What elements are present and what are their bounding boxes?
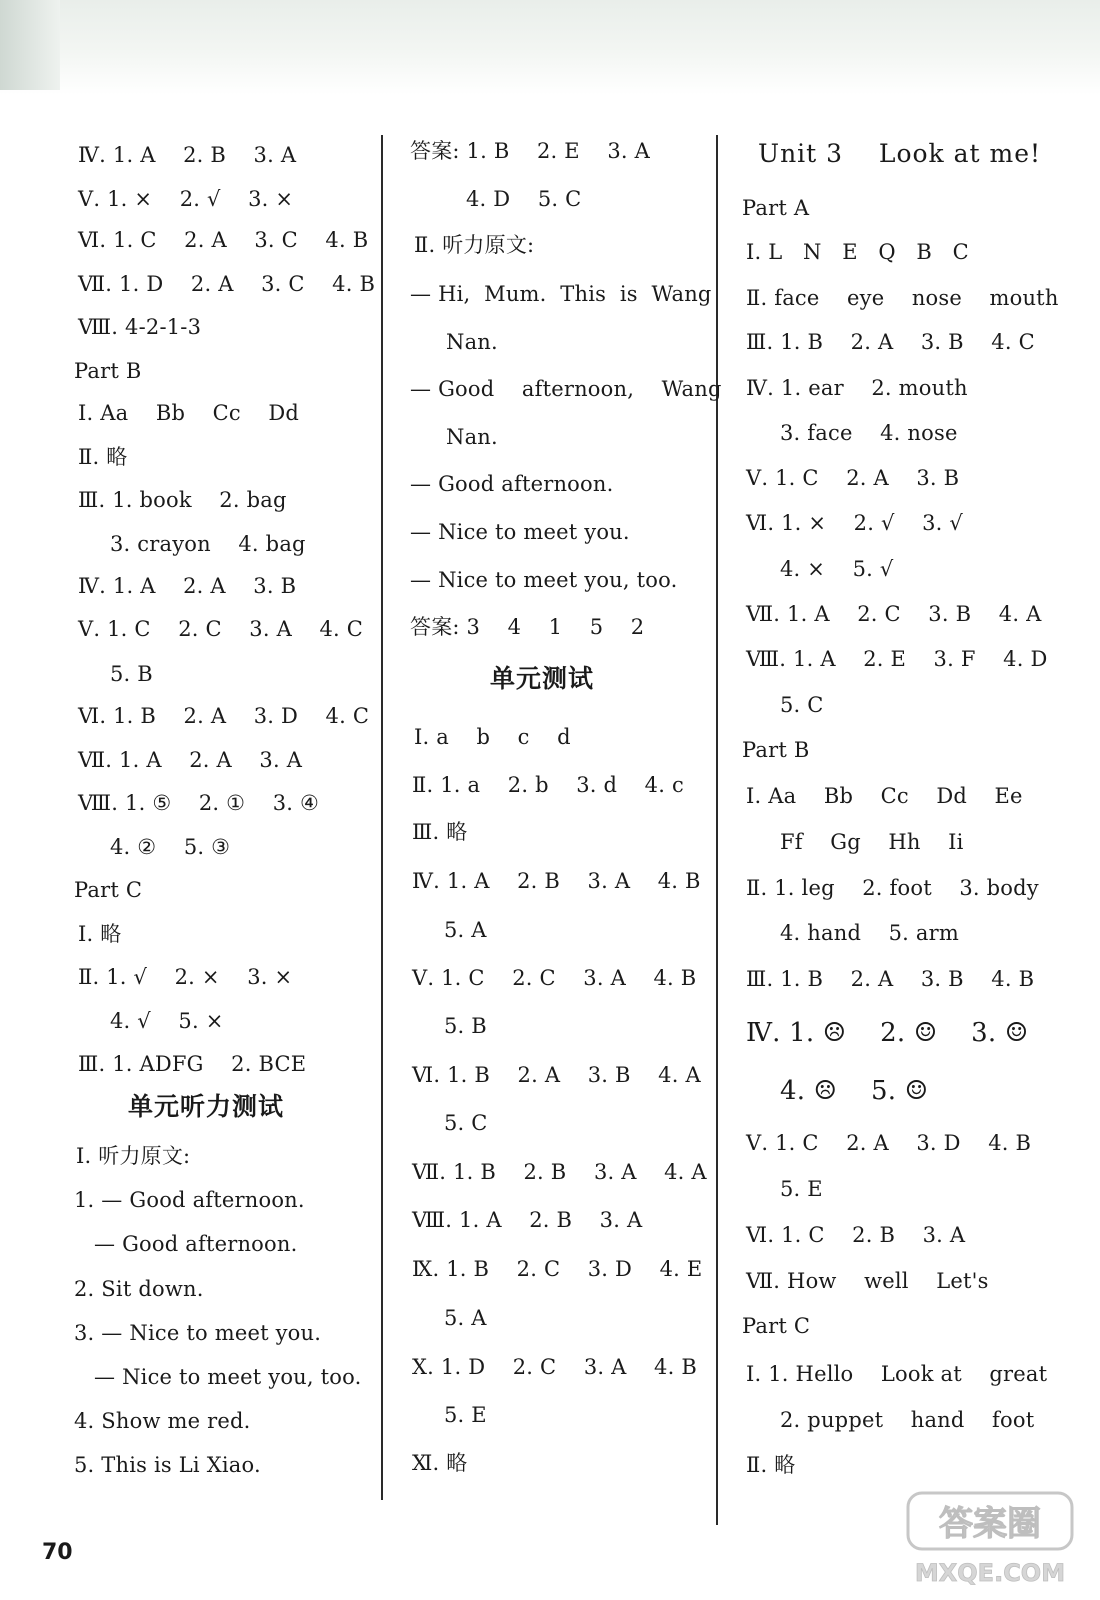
- answer-line: Ⅷ. 4-2-1-3: [78, 315, 202, 339]
- unit-title: Unit 3 Look at me!: [758, 139, 1042, 168]
- answer-line: Ⅴ. 1. × 2. √ 3. ×: [78, 187, 294, 211]
- column-divider: [716, 135, 718, 1525]
- answer-line: Ⅱ. 1. leg 2. foot 3. body: [746, 876, 1039, 900]
- answer-line: Ⅱ. 1. √ 2. × 3. ×: [78, 965, 293, 989]
- answer-line: Ⅱ. 听力原文:: [414, 233, 535, 257]
- answer-line: Ⅳ. 1. ear 2. mouth: [746, 376, 968, 400]
- answer-line: Ⅸ. 1. B 2. C 3. D 4. E: [412, 1257, 703, 1281]
- part-heading: Part B: [742, 738, 810, 762]
- answer-line: Ⅷ. 1. A 2. B 3. A: [412, 1208, 643, 1232]
- transcript-line: — Good afternoon, Wang: [410, 377, 722, 401]
- answer-line: Ⅱ. 略: [78, 445, 128, 469]
- part-heading: Part B: [74, 359, 142, 383]
- answer-line: Ⅵ. 1. B 2. A 3. D 4. C: [78, 704, 370, 728]
- answer-line-face-icons: 4. ☹ 5. ☺: [780, 1076, 929, 1106]
- answer-line: 4. × 5. √: [780, 557, 894, 581]
- column-divider: [381, 135, 383, 1500]
- answer-line: Ⅵ. 1. × 2. √ 3. √: [746, 511, 963, 535]
- transcript-line: 3. — Nice to meet you.: [74, 1321, 322, 1345]
- answer-line: 4. ② 5. ③: [110, 835, 231, 859]
- answer-line: 5. B: [110, 662, 153, 686]
- answer-line: 5. A: [444, 1306, 487, 1330]
- answer-line: Ⅳ. 1. A 2. B 3. A 4. B: [412, 869, 701, 893]
- answer-line: Ⅰ. Aa Bb Cc Dd: [78, 401, 300, 425]
- transcript-line: 4. Show me red.: [74, 1409, 251, 1433]
- transcript-line: 2. Sit down.: [74, 1277, 204, 1301]
- transcript-line: 5. This is Li Xiao.: [74, 1453, 261, 1477]
- transcript-line: 1. — Good afternoon.: [74, 1188, 305, 1212]
- answer-line: Ⅷ. 1. A 2. E 3. F 4. D: [746, 647, 1048, 671]
- answer-line: Ff Gg Hh Ii: [780, 830, 964, 854]
- answer-line: Ⅰ. L N E Q B C: [746, 240, 969, 264]
- answer-line: 5. B: [444, 1014, 487, 1038]
- transcript-line: Nan.: [446, 425, 498, 449]
- page-number: 70: [42, 1540, 73, 1565]
- answer-line: Ⅱ. 1. a 2. b 3. d 4. c: [412, 773, 684, 797]
- answer-line: 5. C: [444, 1111, 488, 1135]
- answer-line: Ⅰ. 略: [78, 922, 122, 946]
- answer-line: Ⅶ. 1. A 2. A 3. A: [78, 748, 303, 772]
- answer-line: Ⅺ. 略: [412, 1451, 468, 1475]
- answer-line: Ⅲ. 1. book 2. bag: [78, 488, 287, 512]
- answer-line: 5. E: [444, 1403, 487, 1427]
- answer-line: Ⅵ. 1. B 2. A 3. B 4. A: [412, 1063, 701, 1087]
- answer-line: Ⅷ. 1. ⑤ 2. ① 3. ④: [78, 791, 320, 815]
- answer-line: Ⅳ. 1. A 2. A 3. B: [78, 574, 297, 598]
- answer-circle-logo-icon: [900, 1485, 1080, 1595]
- answer-line: Ⅲ. 1. B 2. A 3. B 4. B: [746, 967, 1035, 991]
- part-heading: Part C: [74, 878, 143, 902]
- answer-line: Ⅲ. 1. B 2. A 3. B 4. C: [746, 330, 1035, 354]
- answer-line: Ⅰ. 1. Hello Look at great: [746, 1362, 1048, 1386]
- part-heading: Part C: [742, 1314, 811, 1338]
- answer-line: Ⅶ. 1. A 2. C 3. B 4. A: [746, 602, 1042, 626]
- watermark-logo-text: 答案圈: [939, 1504, 1041, 1544]
- answer-line-face-icons: Ⅳ. 1. ☹ 2. ☺ 3. ☺: [746, 1018, 1029, 1048]
- answer-line: Ⅴ. 1. C 2. C 3. A 4. C: [78, 617, 364, 641]
- watermark-url-text: MXQE.COM: [914, 1559, 1066, 1587]
- answer-line: Ⅰ. 听力原文:: [76, 1144, 191, 1168]
- answer-line: Ⅴ. 1. C 2. C 3. A 4. B: [412, 966, 697, 990]
- answer-line: 4. √ 5. ×: [110, 1009, 224, 1033]
- answer-line: 5. E: [780, 1177, 823, 1201]
- answer-line: Ⅵ. 1. C 2. A 3. C 4. B: [78, 228, 369, 252]
- answer-line: 4. hand 5. arm: [780, 921, 960, 945]
- transcript-line: — Good afternoon.: [410, 472, 614, 496]
- answer-line: Ⅰ. a b c d: [414, 725, 571, 749]
- answer-line: Ⅴ. 1. C 2. A 3. B: [746, 466, 960, 490]
- section-heading: 单元听力测试: [128, 1092, 285, 1121]
- answer-line: 4. D 5. C: [466, 187, 582, 211]
- answer-line: 5. C: [780, 693, 824, 717]
- top-scan-band: [0, 0, 1100, 95]
- transcript-line: — Nice to meet you.: [410, 520, 630, 544]
- answer-line: 2. puppet hand foot: [780, 1408, 1035, 1432]
- transcript-line: — Hi, Mum. This is Wang: [410, 282, 712, 306]
- transcript-line: — Nice to meet you, too.: [410, 568, 678, 592]
- answer-line: Ⅰ. Aa Bb Cc Dd Ee: [746, 784, 1023, 808]
- answer-line: Ⅶ. 1. D 2. A 3. C 4. B: [78, 272, 376, 296]
- answer-line: Ⅶ. 1. B 2. B 3. A 4. A: [412, 1160, 707, 1184]
- section-heading: 单元测试: [490, 664, 595, 693]
- answer-line: 3. crayon 4. bag: [110, 532, 306, 556]
- answer-line: Ⅴ. 1. C 2. A 3. D 4. B: [746, 1131, 1032, 1155]
- answer-line: 5. A: [444, 918, 487, 942]
- answer-line: Ⅱ. face eye nose mouth: [746, 286, 1059, 310]
- answer-line: Ⅵ. 1. C 2. B 3. A: [746, 1223, 966, 1247]
- answer-line: Ⅲ. 略: [412, 820, 468, 844]
- transcript-line: — Nice to meet you, too.: [94, 1365, 362, 1389]
- top-left-scan-shadow: [0, 0, 60, 90]
- transcript-line: — Good afternoon.: [94, 1232, 298, 1256]
- answer-line: Ⅶ. How well Let's: [746, 1269, 989, 1293]
- answer-line: Ⅳ. 1. A 2. B 3. A: [78, 143, 297, 167]
- transcript-line: Nan.: [446, 330, 498, 354]
- answer-line: Ⅲ. 1. ADFG 2. BCE: [78, 1052, 307, 1076]
- answer-line: 答案: 1. B 2. E 3. A: [410, 139, 651, 163]
- answer-line: 3. face 4. nose: [780, 421, 958, 445]
- answer-line: Ⅱ. 略: [746, 1453, 796, 1477]
- answer-line: 答案: 3 4 1 5 2: [410, 615, 645, 639]
- part-heading: Part A: [742, 196, 810, 220]
- answer-line: Ⅹ. 1. D 2. C 3. A 4. B: [412, 1355, 697, 1379]
